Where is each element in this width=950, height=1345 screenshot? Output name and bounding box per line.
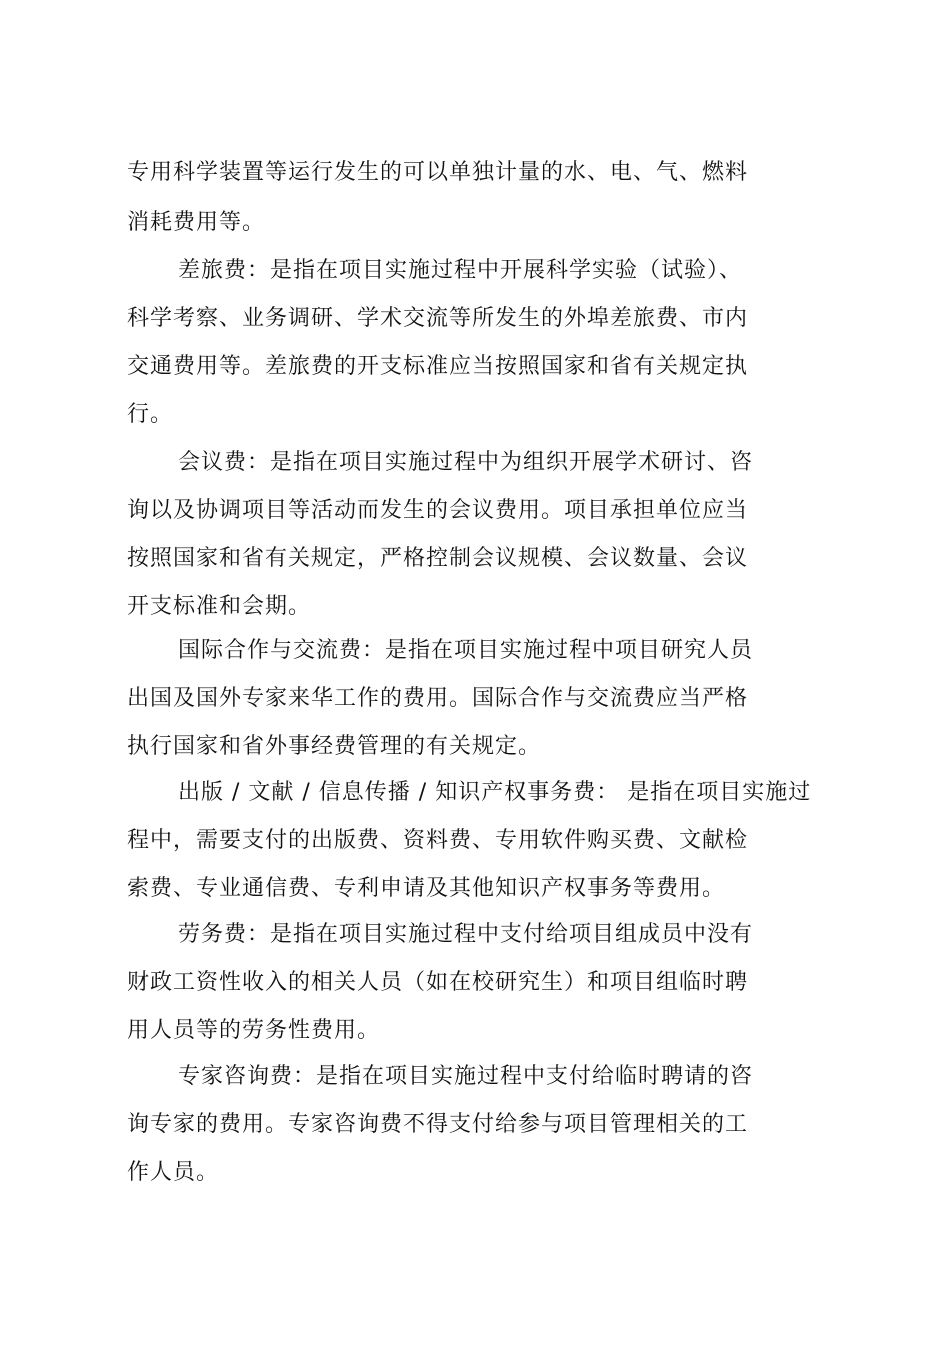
text-line: 询专家的费用。专家咨询费不得支付给参与项目管理相关的工 xyxy=(127,1112,749,1137)
text-line: 交通费用等。差旅费的开支标准应当按照国家和省有关规定执 xyxy=(127,354,749,379)
text-line: 用人员等的劳务性费用。 xyxy=(127,1018,381,1043)
text-line: 行。 xyxy=(127,402,174,427)
text-line: 索费、专业通信费、专利申请及其他知识产权事务等费用。 xyxy=(127,876,726,901)
text-line: 询以及协调项目等活动而发生的会议费用。项目承担单位应当 xyxy=(127,498,749,523)
text-line: 科学考察、业务调研、学术交流等所发生的外埠差旅费、市内 xyxy=(127,306,749,331)
paragraph-start-expert-consulting-expense: 专家咨询费：是指在项目实施过程中支付给临时聘请的咨 xyxy=(178,1064,754,1089)
paragraph-start-travel-expense: 差旅费：是指在项目实施过程中开展科学实验（试验）、 xyxy=(178,258,743,283)
text-line: 程中，需要支付的出版费、资料费、专用软件购买费、文献检 xyxy=(127,828,749,853)
text-line: 财政工资性收入的相关人员（如在校研究生）和项目组临时聘 xyxy=(127,970,749,995)
text-line: 按照国家和省有关规定，严格控制会议规模、会议数量、会议 xyxy=(127,546,749,571)
paragraph-start-meeting-expense: 会议费：是指在项目实施过程中为组织开展学术研讨、咨 xyxy=(178,450,754,475)
text-line: 作人员。 xyxy=(127,1160,220,1185)
text-line: 专用科学装置等运行发生的可以单独计量的水、电、气、燃料 xyxy=(127,160,749,185)
text-line: 出国及国外专家来华工作的费用。国际合作与交流费应当严格 xyxy=(127,686,749,711)
text-line: 开支标准和会期。 xyxy=(127,594,312,619)
paragraph-start-international-expense: 国际合作与交流费：是指在项目实施过程中项目研究人员 xyxy=(178,638,754,663)
text-line: 消耗费用等。 xyxy=(127,210,266,235)
paragraph-start-publication-expense: 出版 / 文献 / 信息传播 / 知识产权事务费： 是指在项目实施过 xyxy=(178,780,812,805)
paragraph-start-labor-expense: 劳务费：是指在项目实施过程中支付给项目组成员中没有 xyxy=(178,922,754,947)
text-line: 执行国家和省外事经费管理的有关规定。 xyxy=(127,734,542,759)
